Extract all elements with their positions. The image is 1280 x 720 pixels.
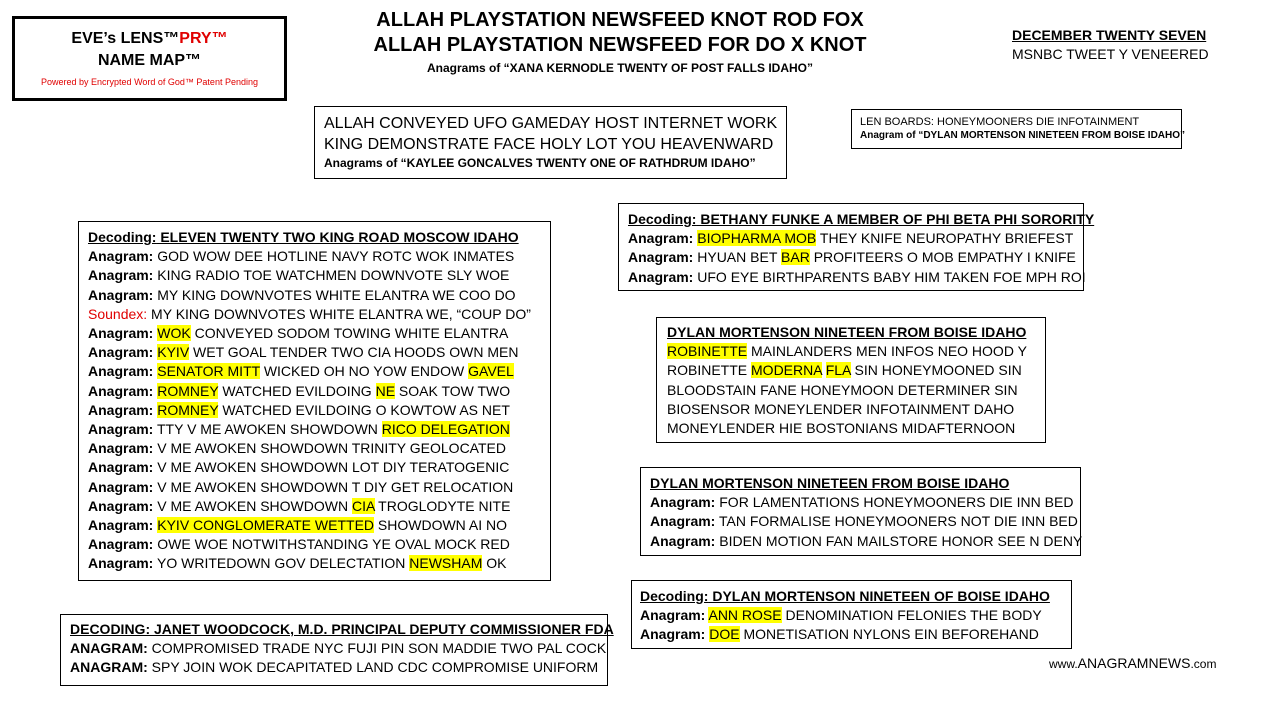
anagram-text: THEY KNIFE NEUROPATHY BRIEFEST (816, 230, 1074, 247)
anagram-line (88, 305, 541, 324)
header-line-2: ALLAH PLAYSTATION NEWSFEED FOR DO X KNOT (373, 34, 867, 56)
anagram-text: GOD WOW DEE HOTLINE NAVY ROTC WOK INMATES (153, 248, 515, 265)
anagram-text: KING RADIO TOE WATCHMEN DOWNVOTE SLY WOE (153, 267, 510, 284)
box-d-heading-text: BETHANY FUNKE A MEMBER OF PHI BETA PHI SORORITY (696, 211, 1095, 227)
header-line-1: ALLAH PLAYSTATION NEWSFEED KNOT ROD FOX (376, 9, 864, 31)
anagram-label: Anagram: (88, 421, 154, 438)
anagram-text: V ME AWOKEN SHOWDOWN (153, 497, 352, 514)
date-line-1: DECEMBER TWENTY SEVEN (1012, 27, 1207, 43)
anagram-text: V ME AWOKEN SHOWDOWN LOT DIY TERATOGENIC (153, 459, 510, 476)
logo-name-map: NAME MAP™ (97, 52, 202, 69)
anagram-text: OWE WOE NOTWITHSTANDING YE OVAL MOCK RED (153, 536, 510, 553)
logo-title (15, 29, 284, 49)
anagram-line (70, 639, 607, 658)
footer-tld: .com (1190, 657, 1217, 671)
anagram-highlight: DOE (709, 626, 740, 643)
logo-title-text: EVE’s LENS™ (71, 30, 180, 47)
anagram-text: UFO EYE BIRTHPARENTS BABY HIM TAKEN FOE MPH ROI (693, 268, 1086, 285)
anagram-label: Anagram: (88, 478, 154, 495)
anagram-label: Anagram: (640, 607, 706, 624)
box-g-heading-text: DYLAN MORTENSON NINETEEN OF BOISE IDAHO (708, 588, 1050, 604)
anagram-label: Anagram: (88, 248, 154, 265)
anagram-highlight: NE (375, 382, 396, 399)
box-e-line-3: BLOODSTAIN FANE HONEYMOON DETERMINER SIN (667, 381, 1018, 398)
box-c-heading-label: Decoding: (88, 229, 157, 245)
box-f-lines (650, 493, 1083, 551)
box-c-lines (88, 247, 541, 573)
anagram-highlight: ROMNEY (157, 382, 219, 399)
anagram-text: TAN FORMALISE HONEYMOONERS NOT DIE INN BED (715, 513, 1078, 530)
anagram-text: DENOMINATION FELONIES THE BODY (781, 607, 1042, 624)
anagram-line (640, 625, 1063, 644)
anagram-highlight: BIOPHARMA MOB (697, 230, 817, 247)
box-d-heading (628, 210, 1095, 229)
anagram-line (88, 478, 541, 497)
kaylee-anagram-box (314, 106, 787, 179)
box-d-heading-label: Decoding: (628, 211, 697, 227)
box-g-heading-label: Decoding: (640, 588, 709, 604)
box-b-line-1: LEN BOARDS: HONEYMOONERS DIE INFOTAINMENT (860, 116, 1140, 128)
box-e-line-2-highlight-2: FLA (825, 362, 851, 379)
anagram-text: TROGLODYTE NITE (374, 497, 511, 514)
box-e-line-2-post: SIN HONEYMOONED SIN (850, 362, 1022, 379)
anagram-label: Anagram: (88, 286, 154, 303)
anagram-text: WICKED OH NO YOW ENDOW (259, 363, 469, 380)
anagram-line (88, 420, 541, 439)
anagram-text: SHOWDOWN AI NO (374, 517, 508, 534)
anagram-line (88, 516, 541, 535)
anagram-line (88, 286, 541, 305)
anagram-label: Anagram: (88, 440, 154, 457)
anagram-label: Anagram: (640, 626, 706, 643)
anagram-label: Anagram: (88, 517, 154, 534)
box-d-lines (628, 229, 1086, 287)
len-boards-box (851, 109, 1186, 149)
date-block (1012, 27, 1209, 64)
anagram-label: Anagram: (650, 494, 716, 511)
anagram-label: Anagram: (628, 230, 694, 247)
anagram-highlight: WOK (157, 325, 191, 342)
anagram-line (88, 382, 541, 401)
anagram-line (70, 658, 598, 677)
anagram-highlight: KYIV CONGLOMERATE WETTED (157, 517, 375, 534)
anagram-text: SPY JOIN WOK DECAPITATED LAND CDC COMPROMISE UNIFORM (147, 659, 599, 676)
anagram-highlight: ANN ROSE (708, 607, 782, 624)
anagram-text: PROFITEERS O MOB EMPATHY I KNIFE (809, 249, 1076, 266)
anagram-text: WATCHED EVILDOING (218, 382, 376, 399)
anagram-label: Anagram: (88, 497, 154, 514)
anagram-line (650, 512, 1078, 531)
anagram-text: TTY V ME AWOKEN SHOWDOWN (153, 421, 382, 438)
anagram-label: Anagram: (650, 513, 716, 530)
box-g-heading (640, 587, 1063, 606)
anagram-text: WATCHED EVILDOING O KOWTOW AS NET (218, 401, 510, 418)
anagram-line (88, 554, 541, 573)
box-e-line-4: BIOSENSOR MONEYLENDER INFOTAINMENT DAHO (667, 400, 1015, 417)
anagram-label: Soundex: (88, 305, 148, 322)
anagram-line (88, 247, 541, 266)
anagram-label: Anagram: (88, 555, 154, 572)
anagram-label: Anagram: (88, 325, 154, 342)
box-c-heading-text: ELEVEN TWENTY TWO KING ROAD MOSCOW IDAHO (156, 229, 519, 245)
anagram-label: Anagram: (628, 249, 694, 266)
bethany-decoding-box (618, 203, 1095, 291)
box-e-line-2 (667, 361, 1035, 380)
box-e-line-2-highlight: MODERNA (751, 362, 822, 379)
anagram-line (88, 439, 541, 458)
box-a-line-2: KING DEMONSTRATE FACE HOLY LOT YOU HEAVENWARD (324, 136, 774, 153)
anagram-line (628, 268, 1086, 287)
anagram-line (88, 362, 541, 381)
dylan-decoding-box (631, 580, 1072, 649)
box-h-heading: DECODING: JANET WOODCOCK, M.D. PRINCIPAL DEPUTY COMMISSIONER FDA (70, 621, 614, 637)
box-c-heading (88, 228, 541, 247)
anagram-text: MY KING DOWNVOTES WHITE ELANTRA WE COO DO (153, 286, 516, 303)
anagram-line (640, 606, 1063, 625)
anagram-text: V ME AWOKEN SHOWDOWN T DIY GET RELOCATION (153, 478, 514, 495)
anagram-text: YO WRITEDOWN GOV DELECTATION (153, 555, 410, 572)
box-e-heading: DYLAN MORTENSON NINETEEN FROM BOISE IDAHO (667, 324, 1027, 340)
footer-site-name: ANAGRAMNEWS (1077, 655, 1191, 671)
box-h-lines (70, 639, 607, 677)
anagram-line (88, 266, 541, 285)
anagram-label: Anagram: (628, 268, 694, 285)
site-footer-link[interactable] (1049, 655, 1216, 671)
anagram-line (88, 535, 541, 554)
dylan-anagram-box-1 (656, 317, 1046, 443)
anagram-line (88, 401, 541, 420)
box-e-line-1-text: MAINLANDERS MEN INFOS NEO HOOD Y (747, 343, 1027, 360)
anagram-text: MONETISATION NYLONS EIN BEFOREHAND (739, 626, 1039, 643)
anagram-label: Anagram: (88, 536, 154, 553)
header-subtitle: Anagrams of “XANA KERNODLE TWENTY OF POST FALLS IDAHO” (426, 61, 814, 75)
anagram-line (88, 324, 541, 343)
logo-title-pry: PRY™ (179, 30, 228, 47)
anagram-line (88, 458, 541, 477)
anagram-label: Anagram: (88, 344, 154, 361)
logo-powered: Powered by Encrypted Word of God™ Patent Pending (41, 77, 258, 87)
woodcock-decoding-box (60, 614, 614, 686)
anagram-line (628, 248, 1074, 267)
anagram-label: Anagram: (88, 459, 154, 476)
page-header (300, 8, 940, 76)
anagram-line (88, 497, 541, 516)
anagram-highlight: KYIV (157, 344, 190, 361)
anagram-label: ANAGRAM: (70, 659, 148, 676)
logo-box (12, 16, 287, 101)
box-e-line-5: MONEYLENDER HIE BOSTONIANS MIDAFTERNOON (667, 420, 1016, 437)
anagram-highlight: BAR (781, 249, 810, 266)
box-e-line-1-highlight: ROBINETTE (667, 343, 748, 360)
anagram-highlight: NEWSHAM (409, 555, 483, 572)
anagram-line (628, 229, 1074, 248)
anagram-text: WET GOAL TENDER TWO CIA HOODS OWN MEN (189, 344, 519, 361)
anagram-highlight: SENATOR MITT (157, 363, 260, 380)
anagram-label: Anagram: (88, 363, 154, 380)
anagram-highlight: RICO DELEGATION (381, 421, 510, 438)
footer-www: www. (1049, 657, 1078, 671)
king-road-decoding-box (78, 221, 551, 581)
anagram-highlight: GAVEL (468, 363, 514, 380)
anagram-line (88, 343, 541, 362)
dylan-anagram-box-2 (640, 467, 1081, 556)
box-e-line-2-pre: ROBINETTE (667, 362, 752, 379)
anagram-label: Anagram: (88, 401, 154, 418)
anagram-text: CONVEYED SODOM TOWING WHITE ELANTRA (190, 325, 509, 342)
anagram-line (650, 532, 1083, 551)
anagram-text: OK (482, 555, 507, 572)
box-g-lines (640, 606, 1063, 644)
anagram-line (650, 493, 1074, 512)
anagram-text: HYUAN BET (693, 249, 782, 266)
anagram-label: ANAGRAM: (70, 640, 148, 657)
anagram-text: MY KING DOWNVOTES WHITE ELANTRA WE, “COUP DO” (147, 305, 531, 322)
anagram-text: COMPROMISED TRADE NYC FUJI PIN SON MADDIE TWO PAL COCK (147, 640, 607, 657)
anagram-text: V ME AWOKEN SHOWDOWN TRINITY GEOLOCATED (153, 440, 506, 457)
anagram-label: Anagram: (88, 267, 154, 284)
anagram-label: Anagram: (88, 382, 154, 399)
box-f-heading: DYLAN MORTENSON NINETEEN FROM BOISE IDAHO (650, 475, 1010, 491)
box-a-subtitle: Anagrams of “KAYLEE GONCALVES TWENTY ONE OF RATHDRUM IDAHO” (324, 156, 756, 170)
anagram-highlight: CIA (351, 497, 375, 514)
box-b-line-2: Anagram of “DYLAN MORTENSON NINETEEN FROM BOISE IDAHO” (860, 130, 1186, 141)
box-e-line-1 (667, 342, 1035, 361)
anagram-text: FOR LAMENTATIONS HONEYMOONERS DIE INN BED (715, 494, 1074, 511)
box-a-line-1: ALLAH CONVEYED UFO GAMEDAY HOST INTERNET WORK (324, 115, 778, 132)
anagram-text: SOAK TOW TWO (395, 382, 511, 399)
date-line-2: MSNBC TWEET Y VENEERED (1012, 46, 1209, 62)
anagram-label: Anagram: (650, 532, 716, 549)
anagram-text: BIDEN MOTION FAN MAILSTORE HONOR SEE N DENY (715, 532, 1083, 549)
anagram-highlight: ROMNEY (157, 401, 219, 418)
